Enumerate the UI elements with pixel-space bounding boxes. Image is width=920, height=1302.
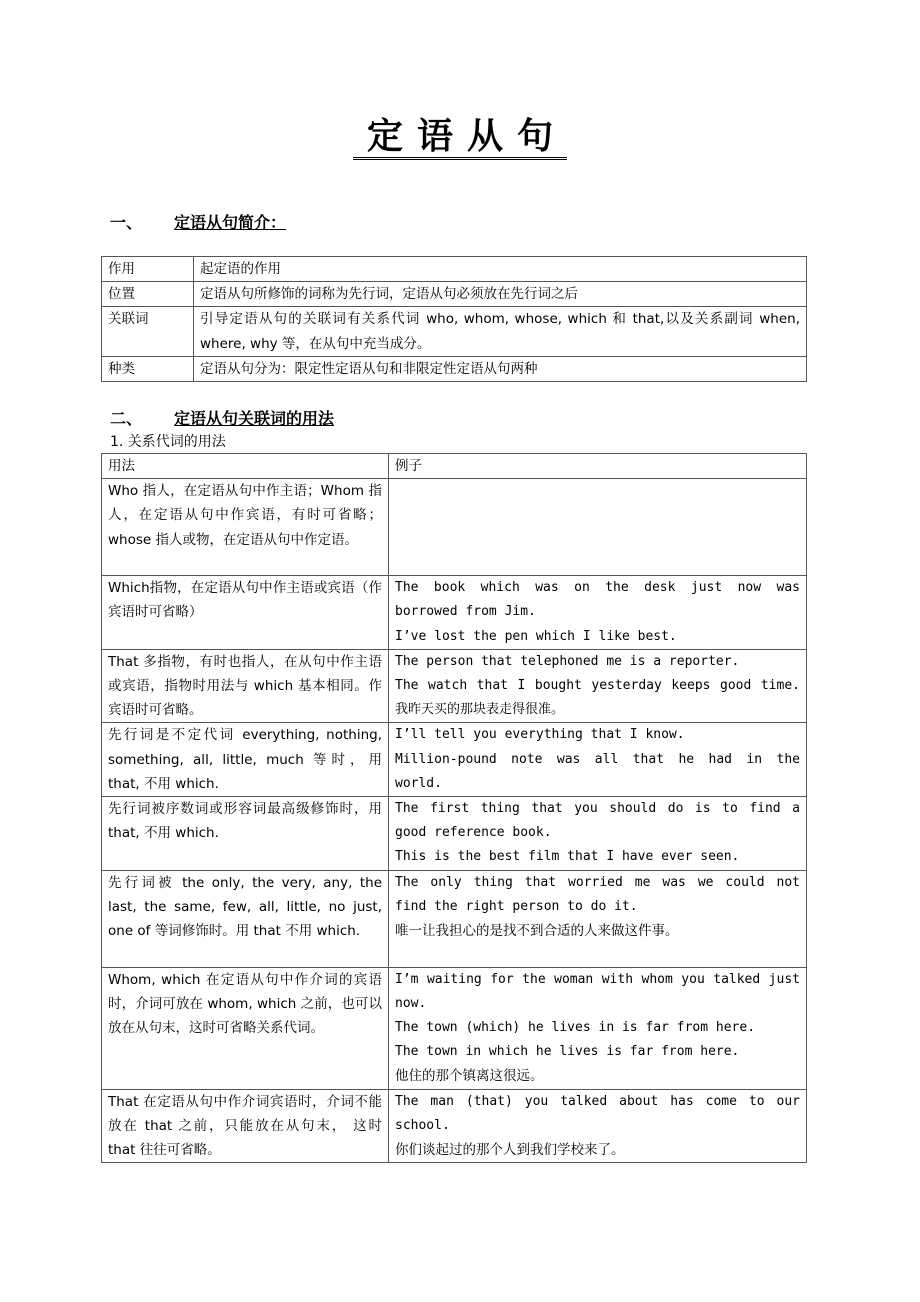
document-title <box>0 112 920 160</box>
example-sentence: Million-pound note was all that he had in the world. <box>395 751 800 791</box>
usage-cell: 先行词是不定代词 everything, nothing, something, all, little, much 等时，用 that, 不用 which. <box>102 723 389 797</box>
row-content: 起定语的作用 <box>194 257 807 282</box>
example-sentence: I’m waiting for the woman with whom you talked just now. <box>395 971 800 1011</box>
row-label: 种类 <box>102 356 194 381</box>
row-content: 定语从句分为：限定性定语从句和非限定性定语从句两种 <box>194 356 807 381</box>
table-row <box>102 1089 807 1163</box>
usage-cell: Whom, which 在定语从句中作介词的宾语时，介词可放在 whom, which 之前，也可以放在从句末，这时可省略关系代词。 <box>102 967 389 1089</box>
section-1-number: 一、 <box>110 213 143 232</box>
usage-table <box>101 453 807 1163</box>
table-row <box>102 307 807 356</box>
example-sentence: The person that telephoned me is a reporter. <box>395 653 740 669</box>
table-row <box>102 282 807 307</box>
table-row <box>102 356 807 381</box>
example-sentence: This is the best film that I have ever seen. <box>395 849 740 865</box>
table-row <box>102 576 807 650</box>
section-2-title: 定语从句关联词的用法 <box>174 409 335 428</box>
example-sentence: The first thing that you should do is to find a good reference book. <box>395 801 800 841</box>
example-sentence: 你们谈起过的那个人到我们学校来了。 <box>395 1142 625 1159</box>
examples-cell <box>389 576 807 650</box>
subsection-heading: 1. 关系代词的用法 <box>110 434 226 450</box>
row-content: 定语从句所修饰的词称为先行词，定语从句必须放在先行词之后 <box>194 282 807 307</box>
table-row <box>102 870 807 967</box>
examples-cell <box>389 967 807 1089</box>
title-text: 定语从句 <box>353 115 567 160</box>
examples-cell <box>389 870 807 967</box>
example-sentence: The book which was on the desk just now was borrowed from Jim. <box>395 580 800 620</box>
row-content: 引导定语从句的关联词有关系代词 who, whom, whose, which 和 that,以及关系副词 when, where, why 等，在从句中充当成分。 <box>194 307 807 356</box>
example-sentence: The watch that I bought yesterday keeps good time. 我昨天买的那块表走得很准。 <box>395 678 800 718</box>
section-1-heading <box>110 210 286 233</box>
example-sentence: 他住的那个镇离这很远。 <box>395 1068 544 1085</box>
usage-cell: Who 指人，在定语从句中作主语；Whom 指人，在定语从句中作宾语，有时可省略；whose 指人或物，在定语从句中作定语。 <box>102 479 389 576</box>
table-row <box>102 967 807 1089</box>
examples-cell <box>389 1089 807 1163</box>
examples-cell <box>389 649 807 723</box>
usage-cell: That 在定语从句中作介词宾语时，介词不能放在 that 之前，只能放在从句末， 这时 that 往往可省略。 <box>102 1089 389 1163</box>
usage-cell: 先行词被 the only, the very, any, the last, the same, few, all, little, no just, one of 等词修饰时。用 that 不用 which. <box>102 870 389 967</box>
row-label: 关联词 <box>102 307 194 356</box>
example-sentence: I’ve lost the pen which I like best. <box>395 628 677 644</box>
table-row <box>102 723 807 797</box>
example-sentence: The man (that) you talked about has come to our school. <box>395 1093 800 1133</box>
example-sentence: I’ll tell you everything that I know. <box>395 727 685 743</box>
usage-cell: 先行词被序数词或形容词最高级修饰时，用 that, 不用 which. <box>102 797 389 871</box>
example-sentence: The town in which he lives is far from here. <box>395 1044 740 1060</box>
row-label: 作用 <box>102 257 194 282</box>
section-1-title: 定语从句简介： <box>174 213 287 232</box>
section-2-heading <box>110 406 334 429</box>
header-examples: 例子 <box>389 454 807 479</box>
row-label: 位置 <box>102 282 194 307</box>
examples-cell <box>389 797 807 871</box>
table-row <box>102 797 807 871</box>
table-row <box>102 479 807 576</box>
usage-cell: Which指物，在定语从句中作主语或宾语（作宾语时可省略） <box>102 576 389 650</box>
table-row <box>102 257 807 282</box>
examples-cell <box>389 723 807 797</box>
table-row <box>102 649 807 723</box>
usage-cell: That 多指物，有时也指人，在从句中作主语或宾语，指物时用法与 which 基本相同。作宾语时可省略。 <box>102 649 389 723</box>
intro-table <box>101 256 807 382</box>
header-usage: 用法 <box>102 454 389 479</box>
table-header-row <box>102 454 807 479</box>
section-2-number: 二、 <box>110 409 143 428</box>
example-sentence: 唯一让我担心的是找不到合适的人来做这件事。 <box>395 923 679 940</box>
examples-cell <box>389 479 807 576</box>
example-sentence: The town (which) he lives in is far from here. <box>395 1020 756 1036</box>
example-sentence: The only thing that worried me was we could not find the right person to do it. <box>395 874 800 914</box>
